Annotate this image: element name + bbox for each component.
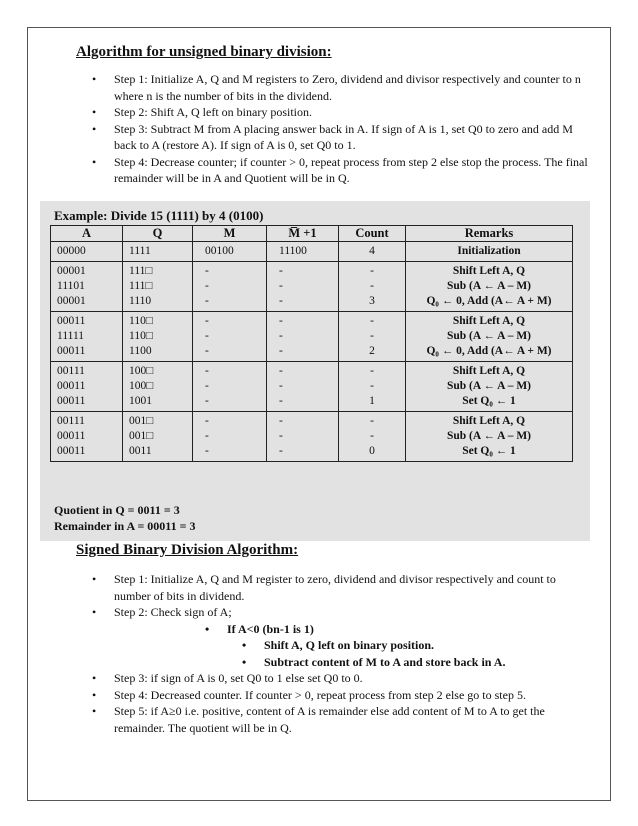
cell-m	[193, 412, 267, 462]
cell-m-line: 00100	[205, 245, 234, 257]
cell-count	[339, 412, 406, 462]
signed-sub-condition: • If A<0 (bn-1 is 1)	[205, 621, 638, 638]
cell-q-line: 1111	[129, 245, 151, 257]
signed-steps-list	[92, 571, 595, 736]
cell-count-line: -	[370, 280, 374, 292]
cell-m-complement-line: -	[279, 395, 283, 407]
unsigned-step-1: • Step 1: Initialize A, Q and M registers to Zero, dividend and divisor respectively and counter to n where n is the number of bits in the dividend.	[92, 71, 595, 104]
cell-m-complement-line: -	[279, 265, 283, 277]
cell-remarks-line: Set Q₀ ← 1	[462, 395, 516, 407]
cell-remarks	[406, 362, 573, 412]
cell-count-line: -	[370, 365, 374, 377]
cell-remarks	[406, 412, 573, 462]
cell-remarks-line: Sub (A ← A – M)	[446, 430, 532, 442]
header-remarks: Remarks	[406, 226, 573, 242]
remainder-result: Remainder in A = 00011 = 3	[54, 519, 196, 533]
cell-remarks-line: Q₀ ← 0, Add (A← A + M)	[426, 345, 552, 357]
cell-remarks-line: Set Q₀ ← 1	[462, 445, 516, 457]
table-row	[51, 312, 573, 362]
table-row	[51, 242, 573, 262]
cell-q-line: 110□	[129, 330, 153, 342]
cell-remarks-line: Sub (A ← A – M)	[446, 330, 532, 342]
cell-remarks-line: Shift Left A, Q	[452, 265, 526, 277]
cell-count-line: -	[370, 415, 374, 427]
unsigned-step-2: • Step 2: Shift A, Q left on binary position.	[92, 104, 595, 121]
cell-a	[51, 242, 123, 262]
cell-count-line: 4	[369, 245, 375, 257]
cell-remarks	[406, 262, 573, 312]
cell-m	[193, 312, 267, 362]
header-m-complement: M̅ +1	[267, 226, 339, 242]
cell-count-line: -	[370, 315, 374, 327]
cell-m	[193, 262, 267, 312]
cell-count-line: 0	[369, 445, 375, 457]
cell-q-line: 111□	[129, 265, 153, 277]
division-steps-table	[50, 225, 573, 462]
cell-m-complement	[267, 312, 339, 362]
cell-m-line: -	[205, 395, 209, 407]
signed-sub-shift: • Shift A, Q left on binary position.	[242, 637, 638, 654]
signed-step-3: • Step 3: if sign of A is 0, set Q0 to 1 else set Q0 to 0.	[92, 670, 595, 687]
cell-remarks-line: Initialization	[457, 245, 521, 257]
cell-count-line: 2	[369, 345, 375, 357]
signed-step-5: • Step 5: if A≥0 i.e. positive, content of A is remainder else add content of M to A to get the remainder. The quotient will be in Q.	[92, 703, 595, 736]
cell-a-line: 00111	[57, 365, 85, 377]
cell-q-line: 110□	[129, 315, 153, 327]
cell-count	[339, 362, 406, 412]
cell-m-complement-line: -	[279, 380, 283, 392]
cell-a-line: 00011	[57, 380, 86, 392]
quotient-result: Quotient in Q = 0011 = 3	[54, 503, 180, 517]
cell-count	[339, 242, 406, 262]
cell-a-line: 00001	[57, 265, 86, 277]
cell-count-line: -	[370, 265, 374, 277]
cell-m-line: -	[205, 415, 209, 427]
cell-q	[123, 312, 193, 362]
cell-q-line: 0011	[129, 445, 152, 457]
cell-remarks-line: Sub (A ← A – M)	[446, 280, 532, 292]
header-m: M	[193, 226, 267, 242]
cell-q	[123, 242, 193, 262]
cell-m-line: -	[205, 365, 209, 377]
cell-m-complement	[267, 412, 339, 462]
cell-m-complement-line: -	[279, 445, 283, 457]
cell-count-line: -	[370, 330, 374, 342]
cell-m-line: -	[205, 330, 209, 342]
table-row	[51, 362, 573, 412]
signed-step-1: • Step 1: Initialize A, Q and M register to zero, dividend and divisor respectively and count to number of bits in dividend.	[92, 571, 595, 604]
unsigned-step-3: • Step 3: Subtract M from A placing answer back in A. If sign of A is 1, set Q0 to zero and add M back to A (restore A). If sign of A is 0, set Q0 to 1.	[92, 121, 595, 154]
cell-a-line: 00001	[57, 295, 86, 307]
cell-a-line: 00011	[57, 315, 86, 327]
header-a: A	[51, 226, 123, 242]
cell-count-line: -	[370, 380, 374, 392]
cell-remarks-line: Q₀ ← 0, Add (A← A + M)	[426, 295, 552, 307]
cell-m-complement	[267, 262, 339, 312]
cell-q-line: 1110	[129, 295, 152, 307]
cell-q	[123, 262, 193, 312]
signed-sub-subtract: • Subtract content of M to A and store back in A.	[242, 654, 638, 671]
cell-m-line: -	[205, 265, 209, 277]
cell-m-complement-line: -	[279, 365, 283, 377]
cell-m	[193, 362, 267, 412]
unsigned-division-heading: Algorithm for unsigned binary division:	[76, 44, 332, 60]
cell-q-line: 100□	[129, 380, 154, 392]
cell-a-line: 00011	[57, 445, 86, 457]
unsigned-steps-list	[92, 71, 595, 187]
cell-a-line: 11101	[57, 280, 85, 292]
signed-division-heading: Signed Binary Division Algorithm:	[76, 542, 299, 558]
cell-a-line: 00011	[57, 345, 86, 357]
cell-a-line: 00000	[57, 245, 86, 257]
cell-m-complement-line: -	[279, 280, 283, 292]
cell-q-line: 001□	[129, 430, 154, 442]
cell-q	[123, 412, 193, 462]
cell-a	[51, 412, 123, 462]
cell-count-line: 3	[369, 295, 375, 307]
cell-m-line: -	[205, 315, 209, 327]
cell-remarks	[406, 242, 573, 262]
cell-m-line: -	[205, 445, 209, 457]
cell-a-line: 00111	[57, 415, 85, 427]
cell-m-line: -	[205, 295, 209, 307]
cell-m-complement	[267, 362, 339, 412]
table-row	[51, 412, 573, 462]
cell-a	[51, 262, 123, 312]
table-header-row	[51, 226, 573, 242]
cell-m-line: -	[205, 380, 209, 392]
cell-m-complement-line: -	[279, 295, 283, 307]
cell-remarks	[406, 312, 573, 362]
cell-count	[339, 262, 406, 312]
cell-q-line: 1100	[129, 345, 152, 357]
unsigned-step-4: • Step 4: Decrease counter; if counter > 0, repeat process from step 2 else stop the process. The final remainder will be in A and Quotient will be in Q.	[92, 154, 595, 187]
table-body	[51, 242, 573, 462]
signed-step-4: • Step 4: Decreased counter. If counter > 0, repeat process from step 2 else go to step 5.	[92, 687, 595, 704]
cell-m-complement-line: -	[279, 315, 283, 327]
cell-m-line: -	[205, 345, 209, 357]
cell-a-line: 11111	[57, 330, 85, 342]
cell-m-line: -	[205, 430, 209, 442]
cell-count-line: 1	[369, 395, 375, 407]
cell-remarks-line: Sub (A ← A – M)	[446, 380, 532, 392]
cell-q	[123, 362, 193, 412]
cell-a-line: 00011	[57, 430, 86, 442]
cell-q-line: 111□	[129, 280, 153, 292]
cell-q-line: 1001	[129, 395, 152, 407]
cell-count	[339, 312, 406, 362]
cell-m-complement-line: -	[279, 430, 283, 442]
table-row	[51, 262, 573, 312]
cell-q-line: 001□	[129, 415, 154, 427]
cell-a	[51, 312, 123, 362]
signed-step-2: • Step 2: Check sign of A;	[92, 604, 595, 621]
cell-remarks-line: Shift Left A, Q	[452, 415, 526, 427]
cell-m-complement-line: -	[279, 415, 283, 427]
cell-m-complement-line: 11100	[279, 245, 307, 257]
cell-a	[51, 362, 123, 412]
cell-remarks-line: Shift Left A, Q	[452, 365, 526, 377]
cell-m-complement	[267, 242, 339, 262]
cell-m-complement-line: -	[279, 330, 283, 342]
cell-m	[193, 242, 267, 262]
cell-remarks-line: Shift Left A, Q	[452, 315, 526, 327]
header-q: Q	[123, 226, 193, 242]
example-title: Example: Divide 15 (1111) by 4 (0100)	[54, 208, 264, 223]
cell-q-line: 100□	[129, 365, 154, 377]
cell-a-line: 00011	[57, 395, 86, 407]
cell-count-line: -	[370, 430, 374, 442]
cell-m-line: -	[205, 280, 209, 292]
header-count: Count	[339, 226, 406, 242]
cell-m-complement-line: -	[279, 345, 283, 357]
division-example-figure	[40, 201, 590, 541]
